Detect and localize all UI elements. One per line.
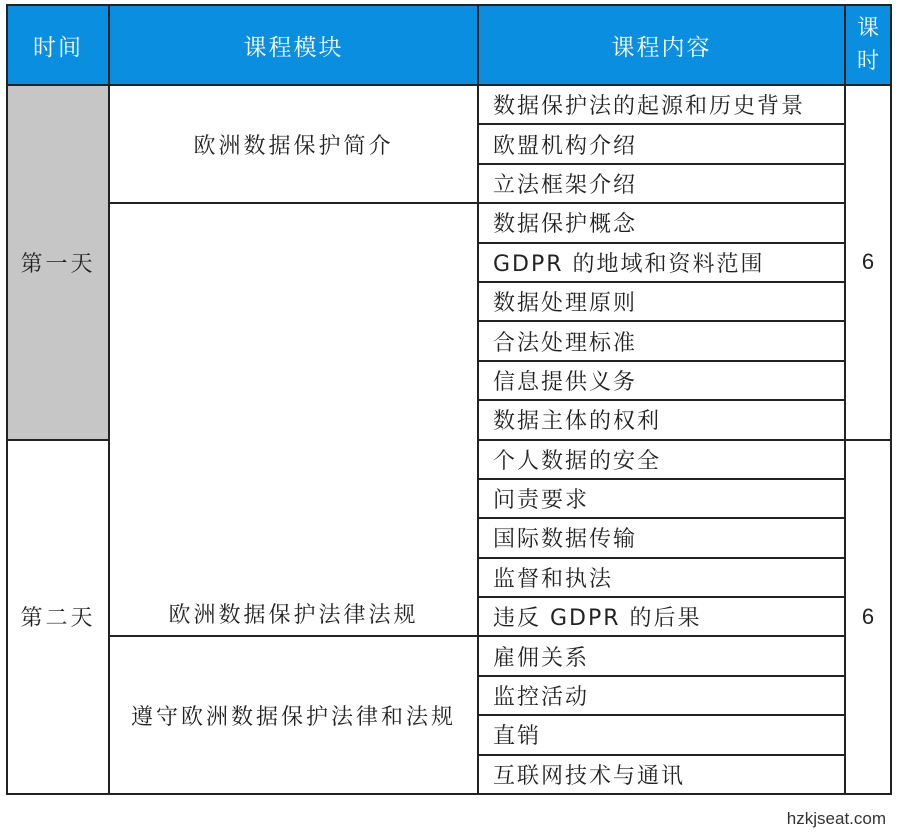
content-cell: 立法框架介绍 — [478, 164, 845, 203]
day-cell: 第一天 — [7, 85, 109, 440]
content-cell: 个人数据的安全 — [478, 440, 845, 479]
table-row — [7, 85, 891, 124]
watermark: hzkjseat.com — [786, 809, 886, 828]
content-cell: 数据处理原则 — [478, 282, 845, 321]
header-hours-line2: 时 — [856, 49, 879, 74]
content-cell: 问责要求 — [478, 479, 845, 518]
module-cell: 欧洲数据保护法律法规 — [109, 203, 478, 636]
header-time: 时间 — [7, 5, 109, 85]
header-hours-line1: 课 — [856, 16, 879, 41]
table-row — [7, 636, 891, 675]
content-cell: 监督和执法 — [478, 558, 845, 597]
content-cell: 国际数据传输 — [478, 518, 845, 557]
header-row — [7, 5, 891, 85]
module-cell: 欧洲数据保护简介 — [109, 85, 478, 203]
content-cell: 互联网技术与通讯 — [478, 755, 845, 794]
content-cell: 雇佣关系 — [478, 636, 845, 675]
content-cell: 信息提供义务 — [478, 361, 845, 400]
hours-cell: 6 — [845, 85, 891, 440]
header-content: 课程内容 — [478, 5, 845, 85]
header-module: 课程模块 — [109, 5, 478, 85]
course-table-wrapper — [6, 4, 892, 795]
content-cell: 违反 GDPR 的后果 — [478, 597, 845, 636]
content-cell: GDPR 的地域和资料范围 — [478, 243, 845, 282]
table-row — [7, 203, 891, 242]
content-cell: 直销 — [478, 715, 845, 754]
hours-cell: 6 — [845, 440, 891, 795]
day-cell: 第二天 — [7, 440, 109, 795]
module-cell: 遵守欧洲数据保护法律和法规 — [109, 636, 478, 794]
content-cell: 合法处理标准 — [478, 321, 845, 360]
content-cell: 欧盟机构介绍 — [478, 124, 845, 163]
content-cell: 数据保护法的起源和历史背景 — [478, 85, 845, 124]
header-hours — [845, 5, 891, 85]
course-table — [6, 4, 892, 795]
content-cell: 监控活动 — [478, 676, 845, 715]
content-cell: 数据保护概念 — [478, 203, 845, 242]
content-cell: 数据主体的权利 — [478, 400, 845, 439]
